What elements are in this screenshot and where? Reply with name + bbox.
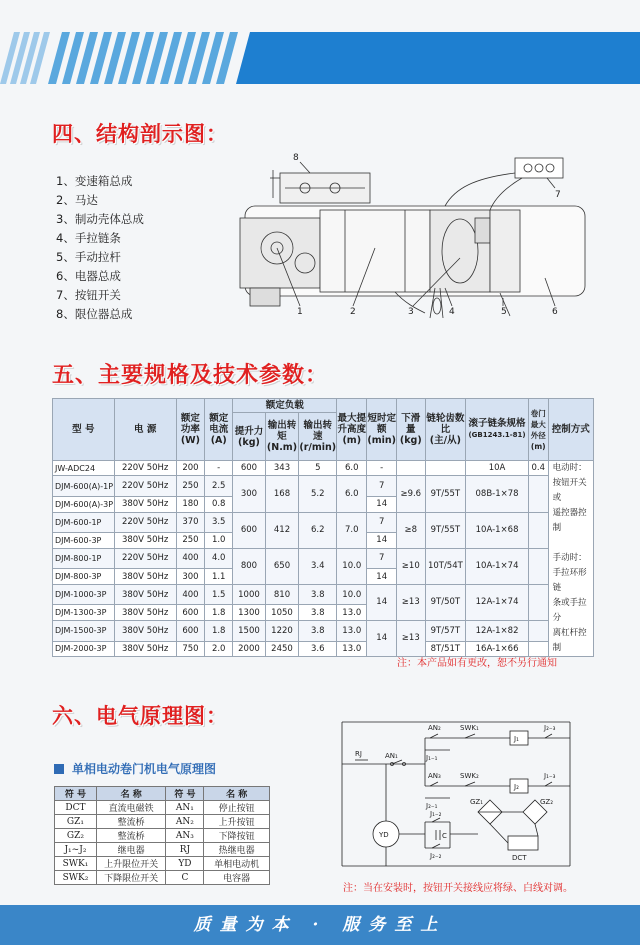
col-header: 链轮齿数比 (主/从) xyxy=(425,399,466,461)
col-header: 额定电流 (A) xyxy=(205,399,233,461)
parts-list xyxy=(56,172,144,324)
list-item: 3、制动壳体总成 xyxy=(56,212,144,226)
circuit-note: 注：当在安装时，按钮开关接线应将绿、白线对调。 xyxy=(343,883,573,894)
control-method-cell: 电动时： 按钮开关或 遥控器控制 手动时： 手拉环形链 条或手拉分 离杠杆控制 xyxy=(548,461,593,657)
circuit-label-j2-2: J₂₋₂ xyxy=(430,852,442,860)
table-row: GZ₂ 整流桥 AN₃ 下降按钮 xyxy=(55,829,270,843)
list-item: 1、变速箱总成 xyxy=(56,174,133,188)
col-header: 输出转矩 (N.m) xyxy=(265,413,299,461)
square-bullet-icon xyxy=(54,764,64,774)
callout-3: 3 xyxy=(408,307,414,317)
circuit-label-j2-1: J₂₋₁ xyxy=(426,802,438,810)
decorative-stripe-band xyxy=(0,32,640,84)
circuit-label-j1-3: J₁₋₃ xyxy=(544,772,556,780)
spec-table xyxy=(52,398,594,657)
circuit-label-swk2: SWK₂ xyxy=(460,772,479,780)
table-row: DJM-800-3P 380V 50Hz 300 1.1 14 xyxy=(53,569,594,584)
col-header: 名 称 xyxy=(96,787,166,801)
callout-4: 4 xyxy=(449,307,455,317)
structure-cutaway-drawing xyxy=(225,148,595,328)
col-header: 输出转速 (r/min) xyxy=(299,413,337,461)
table-row: DJM-600(A)-3P 380V 50Hz 180 0.8 14 xyxy=(53,497,594,512)
circuit-label-j2: J₂ xyxy=(514,783,519,791)
table-row: DJM-1300-3P 380V 50Hz 600 1.8 1300 1050 3.8 13.0 xyxy=(53,605,594,620)
callout-7: 7 xyxy=(555,190,561,200)
col-header: 下滑量 (kg) xyxy=(397,399,426,461)
col-header: 最大提升高度 (m) xyxy=(337,399,367,461)
circuit-label-j1-1: J₁₋₁ xyxy=(426,754,438,762)
col-header: 卷门最大外径 (m) xyxy=(528,399,548,461)
circuit-label-dct: DCT xyxy=(512,854,527,862)
circuit-label-an1: AN₁ xyxy=(385,752,398,760)
table-row: DJM-1500-3P 380V 50Hz 600 1.8 1500 1220 3.8 13.0 14 ≥13 9T/57T 12A-1×82 xyxy=(53,620,594,641)
circuit-label-j1-2: J₁₋₂ xyxy=(430,810,442,818)
circuit-label-rj: RJ xyxy=(355,750,362,758)
table-row: DJM-1000-3P 380V 50Hz 400 1.5 1000 810 3.8 10.0 14 ≥13 9T/50T 12A-1×74 xyxy=(53,584,594,605)
col-header: 短时定额 (min) xyxy=(367,399,397,461)
callout-5: 5 xyxy=(501,307,507,317)
list-item: 5、手动拉杆 xyxy=(56,250,121,264)
section-5-title: 五、主要规格及技术参数： xyxy=(52,363,329,388)
callout-6: 6 xyxy=(552,307,558,317)
list-item: 6、电器总成 xyxy=(56,269,121,283)
circuit-label-gz1: GZ₁ xyxy=(470,798,484,806)
col-header: 符 号 xyxy=(55,787,97,801)
symbol-table xyxy=(54,786,270,885)
circuit-label-c: C xyxy=(442,832,447,840)
col-header: 额定负载 xyxy=(233,399,337,413)
section-4-title: 四、结构剖示图： xyxy=(52,122,228,146)
col-header: 名 称 xyxy=(204,787,270,801)
table-row: JW-ADC24 220V 50Hz 200 - 600 343 5 6.0 - 10A 0.4 电动时： 按钮开关或 遥控器控制 手动时： 手拉环形链 条或手拉分 离杠杆控制 xyxy=(53,461,594,476)
col-header: 型 号 xyxy=(53,399,115,461)
circuit-label-j1: J₁ xyxy=(514,735,519,743)
section-6-title: 六、电气原理图： xyxy=(52,704,228,728)
circuit-label-yd: YD xyxy=(379,831,389,839)
footer-slogan: 质量为本 · 服务至上 xyxy=(193,915,447,935)
table-row: J₁~J₂ 继电器 RJ 热继电器 xyxy=(55,843,270,857)
circuit-label-an3: AN₃ xyxy=(428,772,441,780)
col-header: 提升力 (kg) xyxy=(233,413,265,461)
table-row: DJM-600-1P 220V 50Hz 370 3.5 600 412 6.2 7.0 7 ≥8 9T/55T 10A-1×68 xyxy=(53,512,594,533)
list-item: 7、按钮开关 xyxy=(56,288,121,302)
table-row: SWK₁ 上升限位开关 YD 单相电动机 xyxy=(55,857,270,871)
list-item: 4、手拉链条 xyxy=(56,231,121,245)
circuit-label-swk1: SWK₁ xyxy=(460,724,479,732)
table-row: DJM-600-3P 380V 50Hz 250 1.0 14 xyxy=(53,533,594,548)
table-row: DJM-600(A)-1P 220V 50Hz 250 2.5 300 168 5.2 6.0 7 ≥9.6 9T/55T 08B-1×78 xyxy=(53,476,594,497)
list-item: 8、限位器总成 xyxy=(56,307,133,321)
circuit-label-gz2: GZ₂ xyxy=(540,798,554,806)
list-item: 2、马达 xyxy=(56,193,98,207)
callout-2: 2 xyxy=(350,307,356,317)
circuit-diagram xyxy=(330,716,592,880)
table-row: DJM-800-1P 220V 50Hz 400 4.0 800 650 3.4 10.0 7 ≥10 10T/54T 10A-1×74 xyxy=(53,548,594,569)
col-header: 符 号 xyxy=(166,787,204,801)
table-row: SWK₂ 下降限位开关 C 电容器 xyxy=(55,871,270,885)
callout-1: 1 xyxy=(297,307,303,317)
circuit-label-an2: AN₂ xyxy=(428,724,441,732)
col-header: 控制方式 xyxy=(548,399,593,461)
table-row: DJM-2000-3P 380V 50Hz 750 2.0 2000 2450 3.6 13.0 8T/51T 16A-1×66 xyxy=(53,641,594,656)
spec-note: 注：本产品如有更改，恕不另行通知 xyxy=(397,658,557,669)
table-row: GZ₁ 整流桥 AN₂ 上升按钮 xyxy=(55,815,270,829)
col-header: 滚子链条规格 (GB1243.1-81) xyxy=(466,399,529,461)
col-header: 额定功率 (W) xyxy=(176,399,204,461)
table-row: DCT 直流电磁铁 AN₁ 停止按钮 xyxy=(55,801,270,815)
col-header: 电 源 xyxy=(114,399,176,461)
circuit-label-j2-3: J₂₋₃ xyxy=(544,724,556,732)
circuit-subtitle: 单相电动卷门机电气原理图 xyxy=(54,760,216,777)
callout-8: 8 xyxy=(293,153,299,163)
